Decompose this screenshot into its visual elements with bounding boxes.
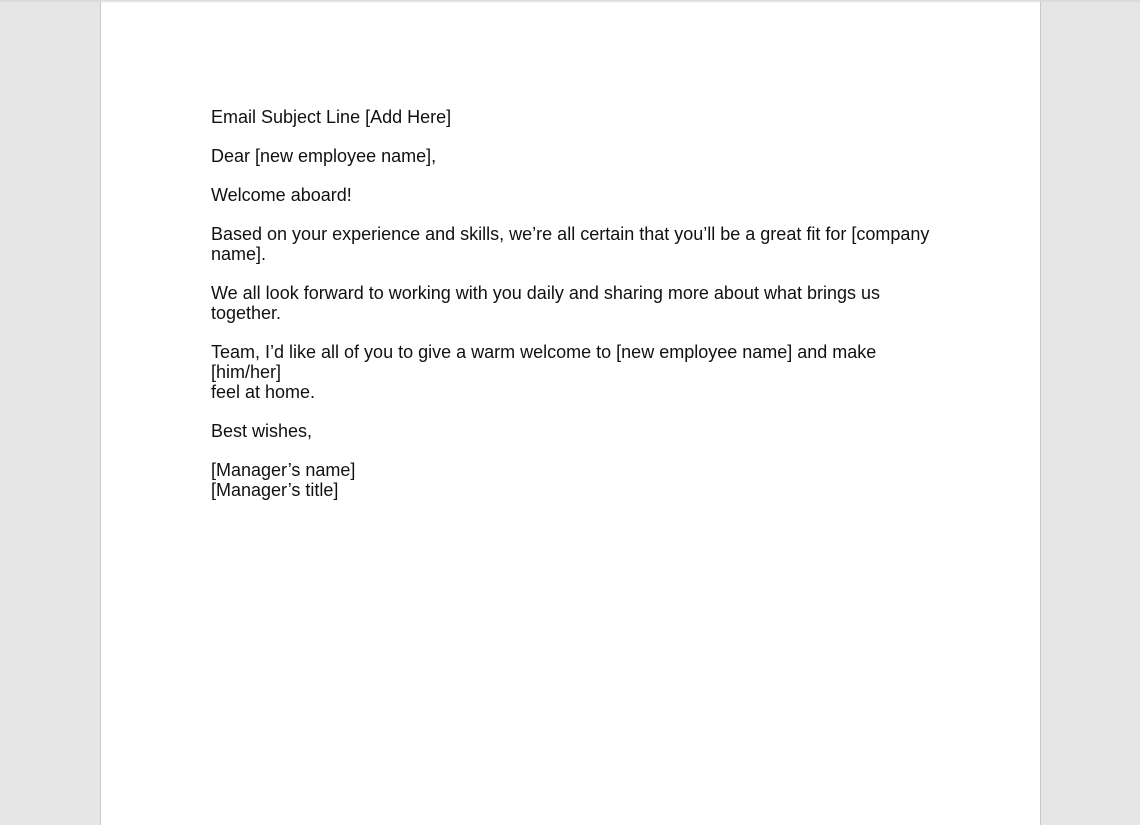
greeting-line[interactable]: Dear [new employee name], — [211, 146, 437, 166]
manager-name: [Manager’s name] — [211, 460, 356, 480]
signature-block[interactable] — [211, 460, 931, 500]
paragraph-team[interactable] — [211, 342, 931, 402]
document-body[interactable] — [211, 107, 931, 500]
document-page[interactable] — [100, 0, 1041, 825]
welcome-line[interactable]: Welcome aboard! — [211, 185, 352, 205]
paragraph-fit-line-1: Based on your experience and skills, we’re all certain that you’ll be a great fit for [company — [211, 224, 930, 244]
paragraph-fit-line-2: name]. — [211, 244, 267, 264]
manager-title: [Manager’s title] — [211, 480, 339, 500]
toolbar-shadow — [0, 0, 1140, 3]
paragraph-team-line-2: feel at home. — [211, 382, 316, 402]
paragraph-fit[interactable] — [211, 224, 931, 264]
closing-line[interactable]: Best wishes, — [211, 421, 313, 441]
paragraph-team-line-1: Team, I’d like all of you to give a warm welcome to [new employee name] and make [him/her] — [211, 342, 877, 382]
paragraph-forward[interactable]: We all look forward to working with you daily and sharing more about what brings us together. — [211, 283, 881, 323]
email-subject-line[interactable]: Email Subject Line [Add Here] — [211, 107, 452, 127]
